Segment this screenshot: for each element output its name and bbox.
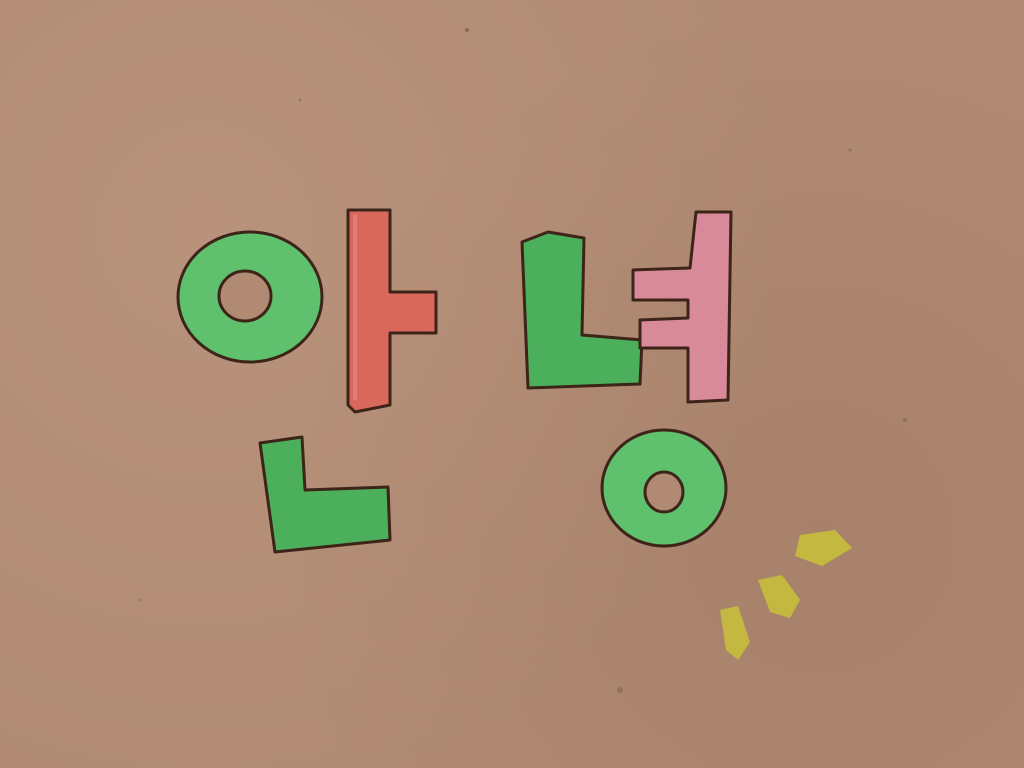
jamo-nieun-initial-second xyxy=(522,232,642,388)
sparkle-marks xyxy=(720,530,852,660)
jamo-a-vowel xyxy=(348,210,436,412)
jamo-nieun-final-first xyxy=(260,437,390,552)
jamo-ieung-first xyxy=(178,232,322,362)
jamo-ieung-final-second xyxy=(602,430,726,546)
jamo-yeo-vowel xyxy=(633,212,731,402)
